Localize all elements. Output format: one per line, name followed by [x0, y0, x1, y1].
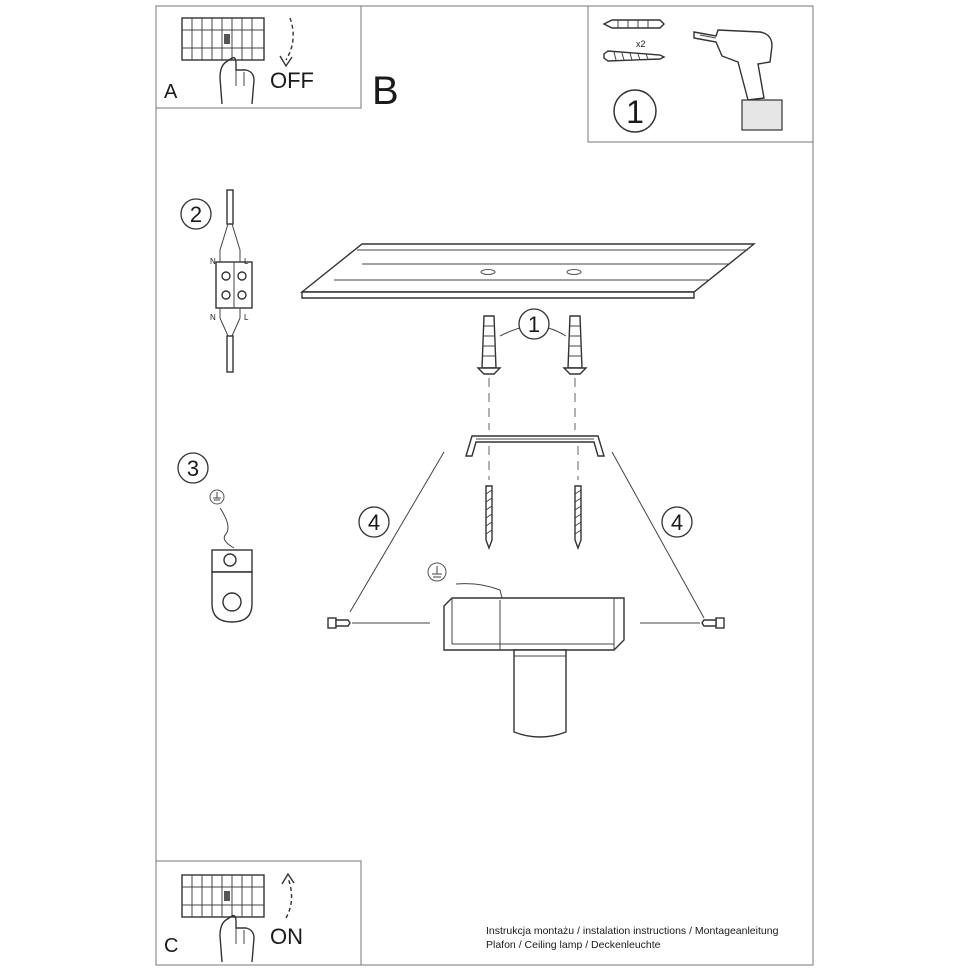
- panel-c: [156, 861, 361, 965]
- wiring-step-number: 2: [189, 202, 203, 227]
- mounting-bracket: [466, 436, 604, 456]
- side-screw-right: [702, 618, 724, 628]
- earth-step-number: 3: [186, 456, 200, 481]
- screw-right: [575, 486, 581, 548]
- ceiling-plate: [302, 244, 754, 298]
- wiring-l-bottom: L: [244, 313, 249, 322]
- side-screw-left: [328, 618, 350, 628]
- screw-left: [486, 486, 492, 548]
- page-border: [156, 6, 813, 965]
- panel-c-letter: C: [164, 935, 179, 957]
- breaker-panel-icon: [182, 875, 264, 917]
- ground-symbol-icon: [428, 563, 446, 581]
- wall-plug-left: [478, 316, 500, 374]
- wall-plug-step-number: 1: [527, 312, 541, 337]
- side-line-right: [612, 452, 704, 618]
- footer-line-1: Instrukcja montażu / instalation instructions / Montageanleitung: [486, 925, 779, 937]
- screw-step-number-left: 4: [367, 510, 381, 535]
- earth-connection: [178, 453, 252, 622]
- panel-a-letter: A: [164, 81, 178, 103]
- wall-plug-icon: [604, 20, 664, 28]
- wiring-n-bottom: N: [210, 313, 216, 322]
- panel-c-state: ON: [270, 924, 303, 949]
- panel-a-state: OFF: [270, 68, 314, 93]
- tools-step-number: 1: [626, 94, 644, 130]
- panel-b-letter: B: [372, 69, 399, 113]
- lamp-body: [428, 563, 624, 737]
- wiring-diagram: [181, 190, 252, 372]
- footer-line-2: Plafon / Ceiling lamp / Deckenleuchte: [486, 939, 661, 951]
- screw-step-number-right: 4: [670, 510, 684, 535]
- wiring-n-top: N: [210, 257, 216, 266]
- panel-a: [156, 6, 361, 108]
- ground-symbol-icon: [210, 490, 224, 504]
- wiring-l-top: L: [244, 257, 249, 266]
- breaker-panel-icon: [182, 18, 264, 60]
- wall-plug-right: [564, 316, 586, 374]
- tools-quantity: x2: [636, 39, 646, 49]
- tools-panel: [588, 6, 813, 142]
